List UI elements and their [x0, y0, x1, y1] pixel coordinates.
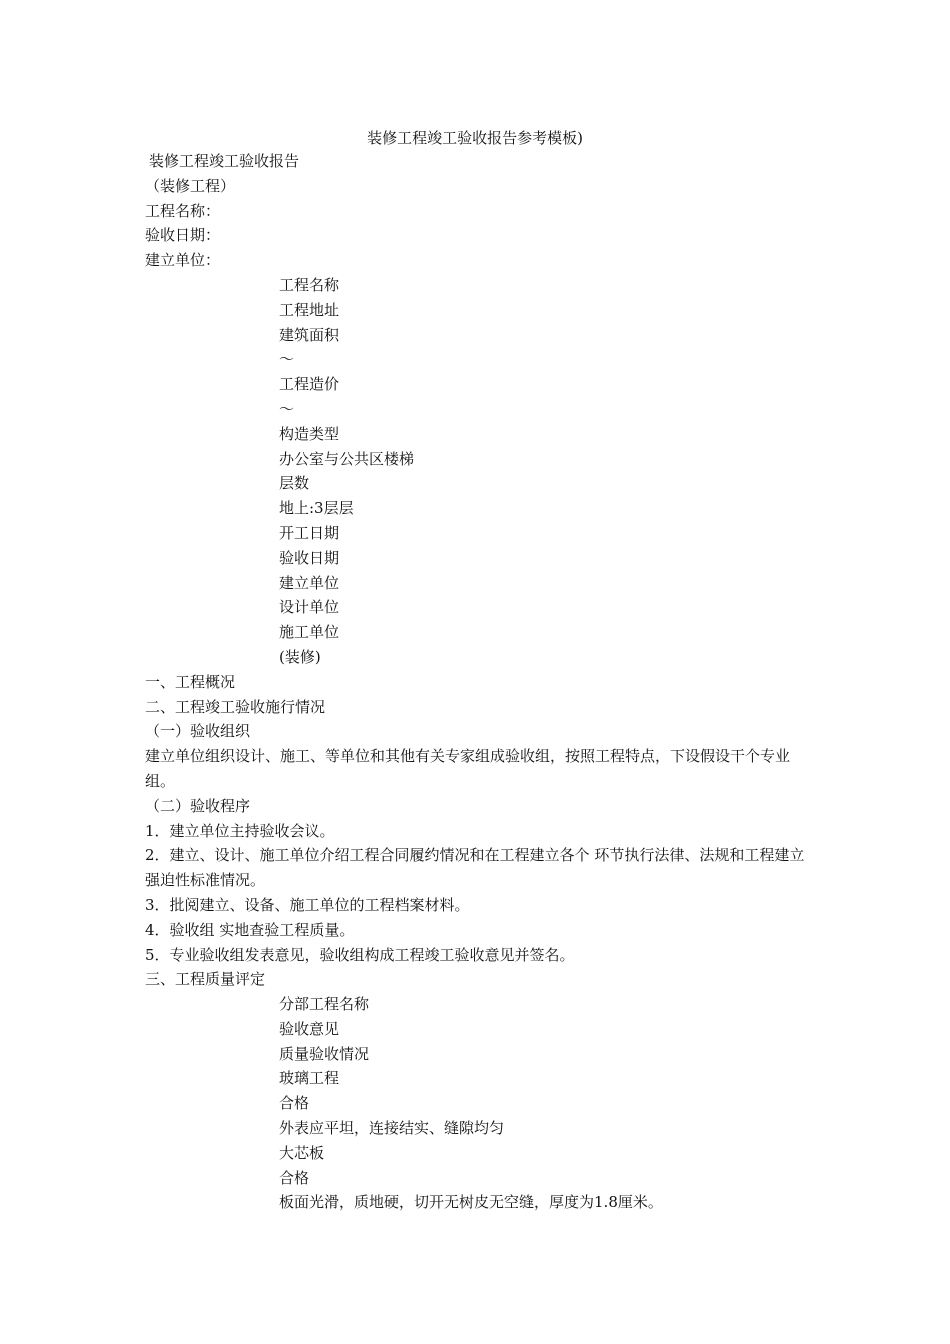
procedure-step: 2．建立、设计、施工单位介绍工程合同履约情况和在工程建立各个 环节执行法律、法规和工程建立强迫性标准情况。	[145, 846, 805, 890]
info-table-cell: 办公室与公共区楼梯	[279, 449, 415, 468]
quality-table-cell: 大芯板	[279, 1143, 325, 1162]
info-table-cell: 工程名称	[279, 275, 340, 294]
info-table-cell: 地上:3层层	[279, 499, 354, 518]
quality-table-cell: 外表应平坦，连接结实、缝隙均匀	[279, 1119, 505, 1138]
section-heading-overview: 一、工程概况	[145, 672, 236, 691]
quality-table-cell: 分部工程名称	[279, 995, 370, 1014]
section-heading-quality: 三、工程质量评定	[145, 970, 266, 989]
subsection-heading-procedure: （二）验收程序	[145, 796, 251, 815]
quality-table	[145, 992, 810, 1215]
info-table-cell: 开工日期	[279, 523, 340, 542]
info-table-cell: 建筑面积	[279, 325, 340, 344]
document-title: 装修工程竣工验收报告参考模板)	[367, 129, 583, 147]
procedure-steps	[145, 819, 810, 968]
quality-table-cell: 合格	[279, 1168, 310, 1187]
procedure-step: 4．验收组 实地查验工程质量。	[145, 920, 355, 939]
quality-table-cell: 质量验收情况	[279, 1044, 370, 1063]
info-table-cell: 施工单位	[279, 623, 340, 642]
procedure-step: 3．批阅建立、设备、施工单位的工程档案材料。	[145, 895, 470, 914]
document-body	[145, 149, 810, 1215]
procedure-step: 1．建立单位主持验收会议。	[145, 821, 335, 840]
report-title: 装修工程竣工验收报告	[149, 152, 300, 170]
subsection-heading-organization: （一）验收组织	[145, 722, 251, 741]
quality-table-cell: 板面光滑，质地硬，切开无树皮无空缝，厚度为1.8厘米。	[279, 1193, 663, 1212]
info-table	[145, 273, 810, 670]
quality-table-cell: 玻璃工程	[279, 1069, 340, 1088]
section-heading-acceptance: 二、工程竣工验收施行情况	[145, 697, 326, 716]
info-table-cell: 层数	[279, 474, 310, 493]
info-table-cell: 工程造价	[279, 375, 340, 394]
procedure-step: 5．专业验收组发表意见，验收组构成工程竣工验收意见并签名。	[145, 945, 575, 964]
quality-table-cell: 合格	[279, 1094, 310, 1113]
info-table-cell: ～	[279, 399, 295, 418]
report-subtitle: （装修工程）	[145, 176, 236, 195]
info-table-cell: 设计单位	[279, 598, 340, 617]
info-table-cell: 建立单位	[279, 573, 340, 592]
info-table-cell: ～	[279, 350, 295, 369]
cover-field-construction-unit: 建立单位：	[145, 251, 221, 270]
cover-field-acceptance-date: 验收日期：	[145, 226, 221, 245]
cover-field-project-name: 工程名称：	[145, 201, 221, 220]
info-table-cell: 构造类型	[279, 424, 340, 443]
info-table-cell: 工程地址	[279, 300, 340, 319]
organization-paragraph: 建立单位组织设计、施工、等单位和其他有关专家组成验收组，按照工程特点，下设假设干个专业组。	[145, 747, 791, 790]
quality-table-cell: 验收意见	[279, 1019, 340, 1038]
info-table-cell: (装修)	[279, 647, 321, 666]
info-table-cell: 验收日期	[279, 548, 340, 567]
